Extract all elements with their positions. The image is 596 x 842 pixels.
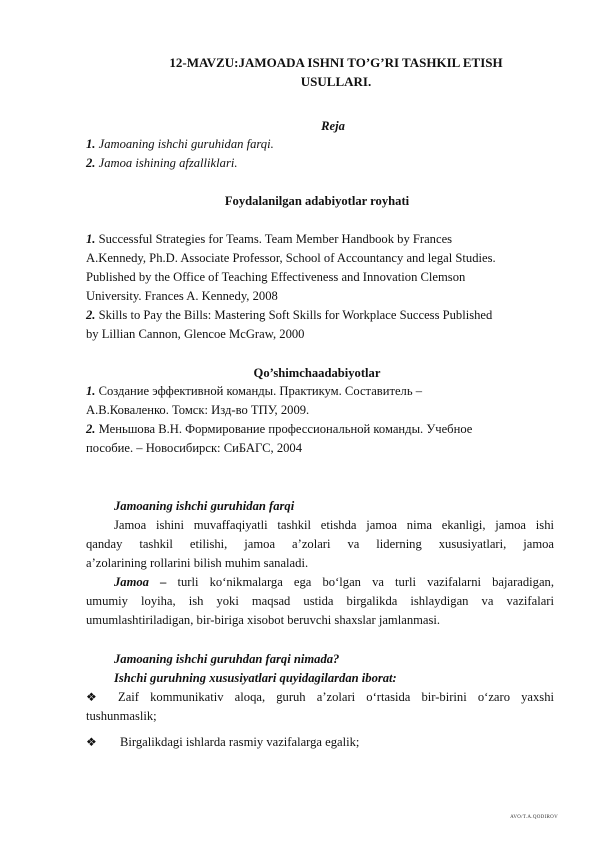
literature-item-1: 1. Successful Strategies for Teams. Team Member Handbook by Frances A.Kennedy, Ph.D. Associate Professor, School of Accountancy and legal Studies. Published by the Office of Teaching Effectiveness and Innovation Clemson University. Frances A. Kennedy, 2008	[86, 232, 496, 303]
title-line-1: 12-MAVZU:JAMOADA ISHNI TO’G’RI TASHKIL ETISH	[169, 55, 503, 70]
literature-item-2: 2. Skills to Pay the Bills: Mastering Soft Skills for Workplace Success Published by Lillian Cannon, Glencoe McGraw, 2000	[86, 308, 493, 341]
reja-list	[86, 135, 526, 173]
document-title	[86, 54, 526, 92]
bullet-item-1: Zaif kommunikativ aloqa, guruh a’zolari o‘rtasida bir-birini o‘zaro yaxshi tushunmaslik;	[86, 690, 554, 723]
bullet-item-2: Birgalikdagi ishlarda rasmiy vazifalarga egalik;	[120, 735, 360, 749]
question-heading: Jamoaning ishchi guruhdan farqi nimada?	[114, 652, 340, 666]
reja-item-2: 2. Jamoa ishining afzalliklari.	[86, 155, 238, 170]
reja-item-1: 1. Jamoaning ishchi guruhidan farqi.	[86, 137, 274, 151]
additional-item-2: 2. Меньшова В.Н. Формирование профессиональной команды. Учебное пособие. – Новосибирск: СиБАГС, 2004	[86, 422, 473, 455]
paragraph-1: Jamoa ishini muvaffaqiyatli tashkil etishda jamoa nima ekanligi, jamoa ishi qanday tashkil etilishi, jamoa a’zolari va liderning xususiyatlari, jamoa a’zolarining rollarini bilish muhim sanaladi.	[86, 518, 554, 570]
additional-item-1: 1. Создание эффективной команды. Практикум. Составитель – А.В.Коваленко. Томск: Изд-во ТПУ, 2009.	[86, 384, 423, 417]
page-footer: AVO/T.A.QODIROV	[510, 815, 558, 820]
jamoa-term: Jamoa –	[114, 575, 167, 589]
title-line-2: USULLARI.	[300, 73, 372, 89]
reja-heading: Reja	[321, 119, 345, 133]
diamond-bullet-icon: ❖	[86, 735, 97, 749]
diamond-bullet-icon: ❖	[86, 690, 97, 704]
literature-heading: Foydalanilgan adabiyotlar royhati	[224, 194, 410, 208]
section-heading: Jamoaning ishchi guruhidan farqi	[114, 499, 295, 513]
paragraph-2: Jamoa – turli ko‘nikmalarga ega bo‘lgan va turli vazifalarni bajaradigan, umumiy loyiha, ish yoki maqsad ustida birgalikda ishlaydigan va vazifalari umumlashtiriladigan, bir-biriga xisobot beruvchi shaxslar jamlanmasi.	[86, 575, 554, 627]
additional-heading: Qo’shimchaadabiyotlar	[253, 366, 381, 380]
features-heading: Ishchi guruhning xususiyatlari quyidagilardan iborat:	[114, 671, 397, 685]
